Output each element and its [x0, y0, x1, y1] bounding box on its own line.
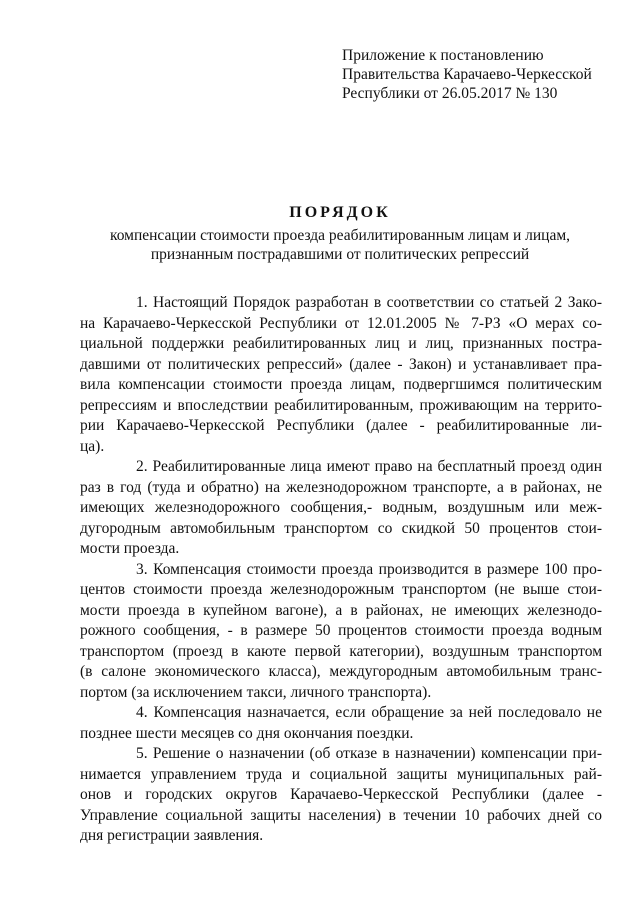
paragraph-line: рии Карачаево-Черкесской Республики (далее - реабилитированные ли- [80, 417, 602, 434]
paragraph-line: позднее шести месяцев со дня окончания поездки. [80, 724, 414, 742]
paragraph-line: транспортом (проезд в каюте первой категории), воздушным транспортом [80, 642, 602, 660]
appendix-header [342, 46, 632, 103]
subtitle-line: признанным пострадавшими от политических репрессий [150, 246, 530, 263]
paragraph-line: ца). [80, 437, 105, 455]
paragraph-line: 3. Компенсация стоимости проезда производится в размере 100 про- [136, 560, 602, 578]
paragraph-line: 2. Реабилитированные лица имеют право на бесплатный проезд один [136, 458, 602, 475]
paragraph-2 [80, 457, 602, 560]
paragraph-line: центов стоимости проезда железнодорожным транспортом (не выше стои- [80, 581, 602, 598]
paragraph-line: мости проезда в купейном вагоне), а в районах, не имеющих железнодо- [80, 601, 602, 619]
paragraph-line: раз в год (туда и обратно) на железнодорожном транспорте, а в районах, не [80, 478, 602, 496]
paragraph-line: циальной поддержки реабилитированных лиц и лиц, признанных постра- [80, 335, 602, 352]
paragraph-line: репрессиям и впоследствии реабилитированным, проживающим на террито- [80, 396, 602, 414]
paragraph-5 [80, 744, 602, 847]
paragraph-line: на Карачаево-Черкесской Республики от 12.01.2005 № 7-РЗ «О мерах со- [80, 314, 602, 332]
appendix-line: Правительства Карачаево-Черкесской [342, 66, 592, 83]
paragraph-3 [80, 560, 602, 704]
paragraph-line: Управление социальной защиты населения) в течении 10 рабочих дней со [80, 806, 602, 824]
paragraph-line: нимается управлением труда и социальной защиты муниципальных рай- [80, 765, 602, 783]
paragraph-line: 1. Настоящий Порядок разработан в соответствии со статьей 2 Зако- [136, 294, 602, 311]
document-title: ПОРЯДОК [289, 204, 391, 221]
paragraph-line: вила компенсации стоимости проезда лицам, подвергшимся политическим [80, 376, 602, 393]
document-body [80, 293, 602, 847]
paragraph-line: 4. Компенсация назначается, если обращение за ней последовало не [136, 704, 602, 721]
paragraph-line: онов и городских округов Карачаево-Черкесской Республики (далее - [80, 786, 602, 803]
document-subtitle [0, 226, 640, 264]
subtitle-line: компенсации стоимости проезда реабилитированным лицам и лицам, [109, 227, 571, 244]
paragraph-line: рожного сообщения, - в размере 50 процентов стоимости проезда водным [80, 622, 602, 639]
paragraph-line: дугородным автомобильным транспортом со скидкой 50 процентов стои- [80, 519, 602, 537]
appendix-line: Приложение к постановлению [342, 47, 544, 64]
paragraph-line: 5. Решение о назначении (об отказе в назначении) компенсации при- [136, 745, 602, 762]
appendix-line: Республики от 26.05.2017 № 130 [342, 85, 558, 102]
paragraph-line: имеющих железнодорожного сообщения,- водным, воздушным или меж- [80, 499, 602, 516]
paragraph-line: дня регистрации заявления. [80, 827, 264, 844]
paragraph-4 [80, 703, 602, 744]
paragraph-line: (в салоне экономического класса), междугородным автомобильным транс- [80, 663, 602, 680]
paragraph-1 [80, 293, 602, 457]
paragraph-line: давшими от политических репрессий» (далее - Закон) и устанавливает пра- [80, 355, 602, 373]
paragraph-line: портом (за исключением такси, личного транспорта). [80, 683, 432, 701]
paragraph-line: мости проезда. [80, 540, 180, 557]
